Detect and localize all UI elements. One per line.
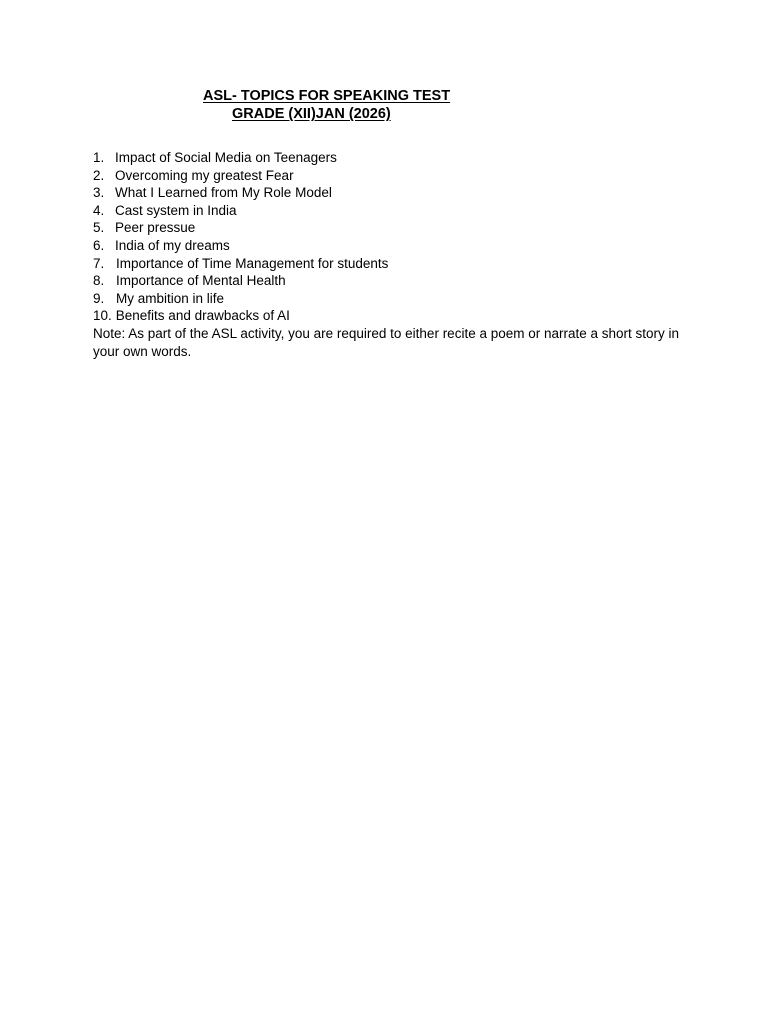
document-subtitle: GRADE (XII)JAN (2026) bbox=[232, 106, 391, 122]
list-item bbox=[93, 272, 693, 290]
list-item-text: India of my dreams bbox=[115, 237, 230, 253]
list-item-number: 4. bbox=[93, 202, 105, 218]
list-item-number: 7. bbox=[93, 255, 105, 271]
list-item bbox=[93, 202, 693, 220]
list-item-number: 10. bbox=[93, 308, 112, 324]
list-item-number: 8. bbox=[93, 273, 105, 289]
document-title: ASL- TOPICS FOR SPEAKING TEST bbox=[203, 88, 451, 104]
list-item bbox=[93, 219, 693, 237]
list-item-text: Impact of Social Media on Teenagers bbox=[115, 150, 337, 165]
topic-list bbox=[93, 149, 693, 325]
list-item bbox=[93, 307, 693, 325]
list-item bbox=[93, 237, 693, 255]
list-item bbox=[93, 255, 693, 273]
note-paragraph: Note: As part of the ASL activity, you are required to either recite a poem or narrate a short story in your own words. bbox=[93, 326, 680, 359]
list-item-text: Cast system in India bbox=[115, 202, 237, 218]
list-item-text: Benefits and drawbacks of AI bbox=[115, 308, 290, 324]
list-item-number: 1. bbox=[93, 150, 105, 165]
list-item-number: 5. bbox=[93, 220, 105, 236]
list-item bbox=[93, 167, 693, 185]
list-item-number: 9. bbox=[93, 290, 105, 306]
list-item-number: 3. bbox=[93, 185, 105, 201]
list-item bbox=[93, 184, 693, 202]
list-item-text: Peer pressue bbox=[115, 220, 196, 236]
list-item-number: 2. bbox=[93, 167, 105, 183]
list-item-number: 6. bbox=[93, 237, 105, 253]
list-item-text: What I Learned from My Role Model bbox=[115, 185, 332, 201]
list-item-text: Overcoming my greatest Fear bbox=[115, 167, 294, 183]
list-item bbox=[93, 149, 693, 167]
list-item-text: My ambition in life bbox=[116, 290, 225, 306]
list-item-text: Importance of Mental Health bbox=[116, 273, 286, 289]
list-item-text: Importance of Time Management for students bbox=[116, 255, 389, 271]
list-item bbox=[93, 290, 693, 308]
